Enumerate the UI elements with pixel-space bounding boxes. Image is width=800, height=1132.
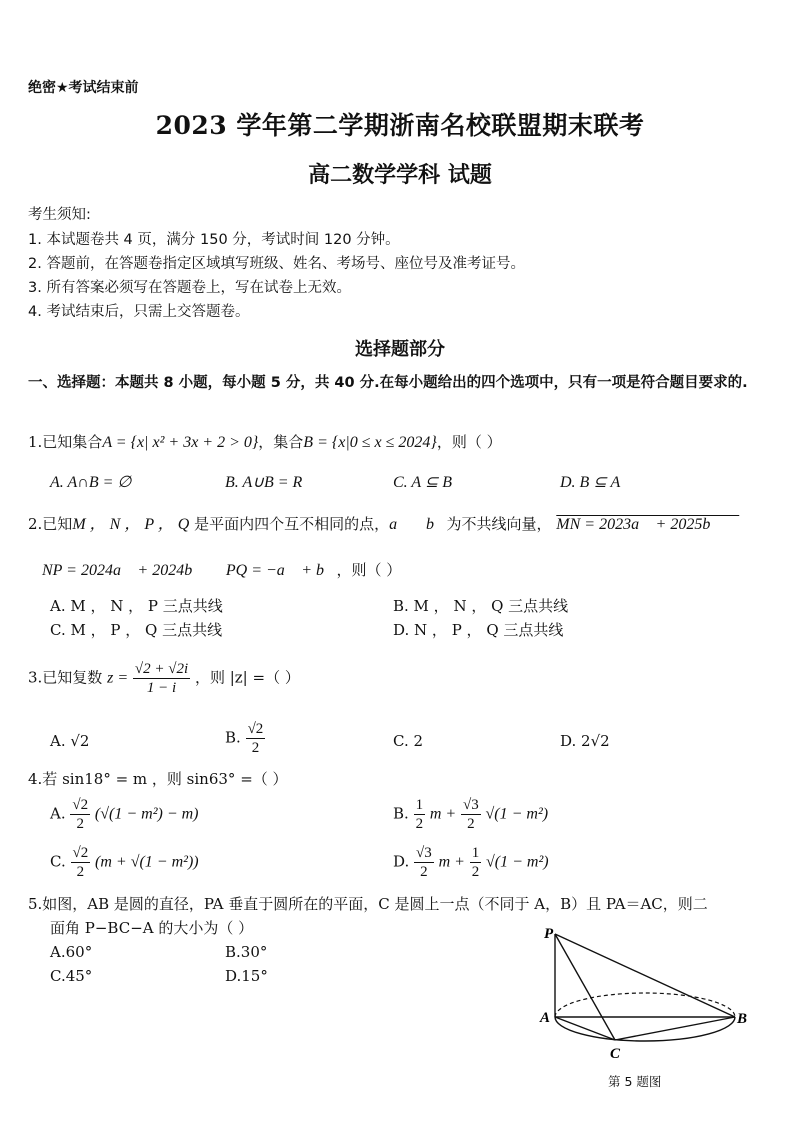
question-1-stem <box>28 431 502 452</box>
q2-option-c: C. M ， P ， Q 三点共线 <box>50 621 223 639</box>
figure-caption: 第 5 题图 <box>608 1074 662 1089</box>
label-b: B <box>737 1011 748 1027</box>
q1-option-d: D. B ⊆ A <box>560 474 621 491</box>
segment-pc <box>555 934 615 1040</box>
q3-option-b: B. $\frac{√2}{2}$ <box>225 721 264 756</box>
segment-bc <box>615 1017 735 1040</box>
question-2-stem: 2.已知M ， N ， P ， Q 是平面内四个互不相同的点，a⃗， b⃗为不共线向量， MN = 2023a⃗ + 2025b⃗ ， <box>28 515 740 533</box>
q2-points: M ， N ， P ， Q <box>72 516 190 533</box>
exam-subtitle: 高二数学学科 试题 <box>308 162 492 188</box>
question-3-stem: 3.已知复数 z = $\frac{√2 + √2i}{1 - i}$ ，则 |z| =（ ） <box>28 661 300 696</box>
q5-option-d: D.15° <box>225 967 268 985</box>
confidential-mark: 绝密★考试结束前 <box>28 80 139 96</box>
q4-option-c: C. $\frac{√2}{2}$ (m + √(1 − m²)) <box>50 845 199 880</box>
q3-numerator: √2 + √2i <box>134 661 189 677</box>
question-5-line1: 5.如图，AB 是圆的直径，PA 垂直于圆所在的平面，C 是圆上一点（不同于 A，B）且 PA＝AC，则二 <box>28 895 708 913</box>
q1-text: 1.已知集合 <box>28 433 103 451</box>
q1-text: ，集合 <box>258 433 304 451</box>
q1-option-a: A. A∩B = ∅ <box>50 474 132 491</box>
q5-option-a: A.60° <box>50 943 93 961</box>
label-p: P <box>544 926 554 942</box>
question-5-line2: 面角 P−BC−A 的大小为（ ） <box>50 919 254 937</box>
q4-option-a: A. $\frac{√2}{2}$ (√(1 − m²) − m) <box>50 797 199 832</box>
q3-option-a: A. √2 <box>50 732 90 750</box>
q2-vector-pq: PQ = −a⃗ + b⃗ <box>225 562 337 579</box>
section-intro: 一、选择题：本题共 8 小题，每小题 5 分，共 40 分.在每小题给出的四个选项中，只有一项是符合题目要求的. <box>28 375 748 391</box>
q3-fraction <box>133 660 190 697</box>
label-a: A <box>540 1010 551 1026</box>
q4-option-d: D. $\frac{√3}{2}$ m + $\frac{1}{2}$ √(1 − m²) <box>393 845 549 880</box>
notice-item: 4. 考试结束后，只需上交答题卷。 <box>28 304 250 320</box>
q1-set-b: B = {x|0 ≤ x ≤ 2024} <box>303 434 437 451</box>
q5-option-c: C.45° <box>50 967 93 985</box>
q3-z: z = <box>107 669 129 687</box>
q2-vector-np: NP = 2024a⃗ + 2024b⃗ ， <box>42 562 222 579</box>
q1-set-a: A = {x| x² + 3x + 2 > 0} <box>102 434 259 451</box>
q2-option-d: D. N ， P ， Q 三点共线 <box>393 621 564 639</box>
question-2-line2: NP = 2024a⃗ + 2024b⃗ ， PQ = −a⃗ + b⃗，则（ ） <box>42 561 402 579</box>
segment-pb <box>555 934 735 1017</box>
q2-option-b: B. M ， N ， Q 三点共线 <box>393 597 569 615</box>
notice-item: 3. 所有答案必须写在答题卷上，写在试卷上无效。 <box>28 280 351 296</box>
q3-option-c: C. 2 <box>393 732 424 750</box>
question-4-stem: 4.若 sin18° = m ，则 sin63° =（ ） <box>28 770 288 788</box>
notice-item: 1. 本试题卷共 4 页，满分 150 分，考试时间 120 分钟。 <box>28 232 400 248</box>
exam-title: 2023 学年第二学期浙南名校联盟期末联考 <box>155 111 645 140</box>
q4-option-b: B. $\frac{1}{2}$ m + $\frac{√3}{2}$ √(1 − m²) <box>393 797 549 832</box>
q3-option-d: D. 2√2 <box>560 732 610 750</box>
section-title: 选择题部分 <box>355 339 445 360</box>
q1-option-b: B. A∪B = R <box>225 474 303 491</box>
q5-figure <box>530 920 760 1065</box>
notice-item: 2. 答题前，在答题卷指定区域填写班级、姓名、考场号、座位号及准考证号。 <box>28 256 525 272</box>
segment-ac <box>555 1017 615 1040</box>
q2-option-a: A. M ， N ， P 三点共线 <box>50 597 223 615</box>
q3-denominator: 1 − i <box>146 680 177 696</box>
circle-front-arc <box>555 1017 735 1041</box>
notice-heading: 考生须知: <box>28 207 91 223</box>
q1-text: ，则（ ） <box>436 433 502 451</box>
label-c: C <box>610 1046 621 1062</box>
q2-vectors: a⃗， b⃗ <box>389 516 447 533</box>
q1-option-c: C. A ⊆ B <box>393 474 453 491</box>
q5-option-b: B.30° <box>225 943 268 961</box>
q2-vector-mn: MN = 2023a⃗ + 2025b⃗ ， <box>556 516 740 533</box>
